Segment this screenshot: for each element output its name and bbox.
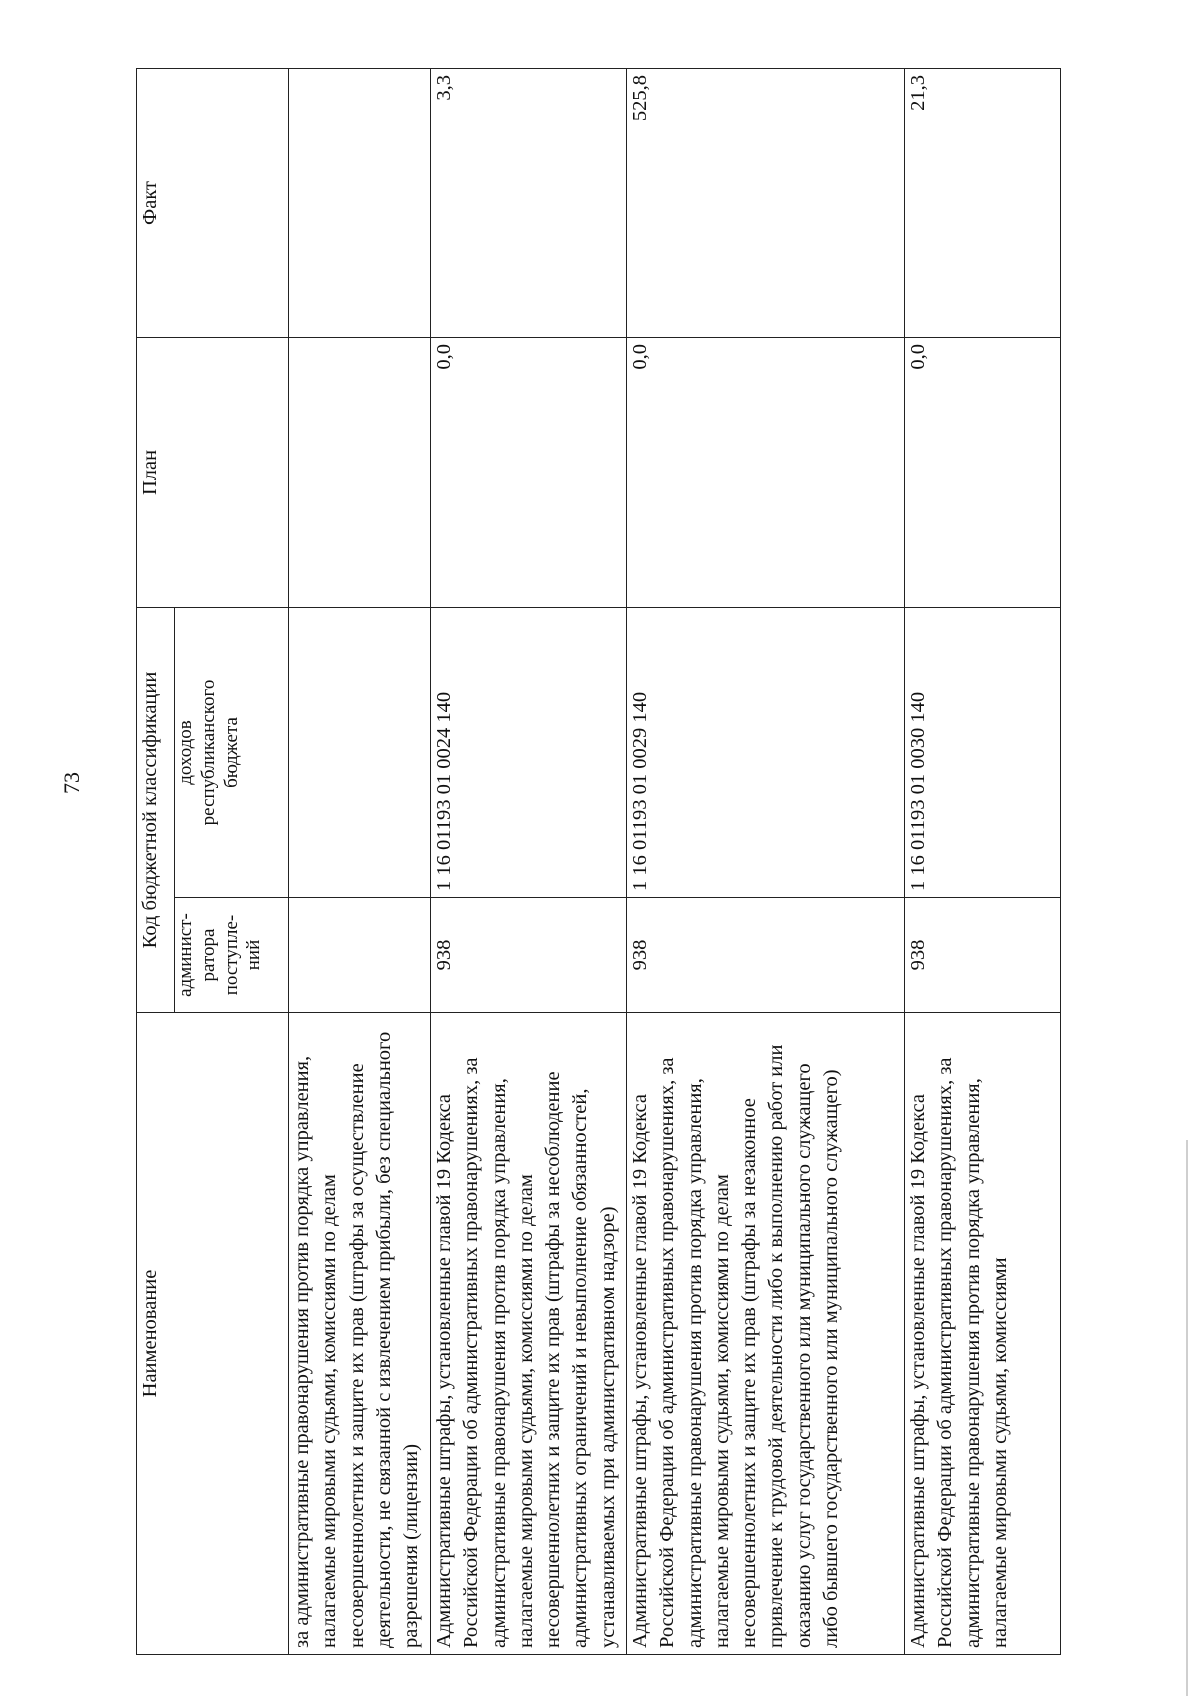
table-row [431,68,627,1654]
row-code [289,607,431,897]
row-admin: 938 [431,898,627,1013]
row-fact: 525,8 [627,68,905,337]
row-fact: 3,3 [431,68,627,337]
row-name: за административные правонарушения против порядка управления, налагаемые мировыми судьями, комиссиями по делам несовершеннолетних и защите их прав (штрафы за осуществление деятельности, не связанной с извлечением прибыли, без специального разрешения (лицензии) [289,1013,431,1655]
row-name: Административные штрафы, установленные главой 19 Кодекса Российской Федерации об административных правонарушениях, за административные правонарушения против порядка управления, налагаемые мировыми судьями, комиссиями по делам несовершеннолетних и защите их прав (штрафы за несоблюдение административных ограничений и невыполнение обязанностей, устанавливаемых при административном надзоре) [431,1013,627,1655]
row-plan: 0,0 [905,337,1061,607]
budget-table [136,68,1061,1655]
header-plan: План [137,337,289,607]
row-fact: 21,3 [905,68,1061,337]
row-plan: 0,0 [627,337,905,607]
page-number: 73 [59,772,84,794]
row-code: 1 16 01193 01 0024 140 [431,607,627,897]
scan-edge-line [1186,1140,1188,1696]
table-row [905,68,1061,1654]
rotated-table-wrapper [136,69,1060,1655]
row-name: Административные штрафы, установленные главой 19 Кодекса Российской Федерации об административных правонарушениях, за административные правонарушения против порядка управления, налагаемые мировыми судьями, комиссиями [905,1013,1061,1655]
row-name: Административные штрафы, установленные главой 19 Кодекса Российской Федерации об административных правонарушениях, за административные правонарушения против порядка управления, налагаемые мировыми судьями, комиссиями по делам несовершеннолетних и защите их прав (штрафы за незаконное привлечение к трудовой деятельности либо к выполнению работ или оказанию услуг государственного или муниципального служащего либо бывшего государственного или муниципального служащего) [627,1013,905,1655]
row-code: 1 16 01193 01 0030 140 [905,607,1061,897]
row-admin: 938 [905,898,1061,1013]
header-income: доходов республиканского бюджета [175,607,289,897]
header-code-group: Код бюджетной классификации [137,607,175,1012]
row-plan [289,337,431,607]
table-row [627,68,905,1654]
row-admin [289,898,431,1013]
header-name: Наименование [137,1013,289,1655]
row-admin: 938 [627,898,905,1013]
header-row-top [137,68,175,1654]
header-admin: админист- ратора поступле- ний [175,898,289,1013]
row-code: 1 16 01193 01 0029 140 [627,607,905,897]
row-plan: 0,0 [431,337,627,607]
table-row [289,68,431,1654]
header-fact: Факт [137,68,289,337]
row-fact [289,68,431,337]
